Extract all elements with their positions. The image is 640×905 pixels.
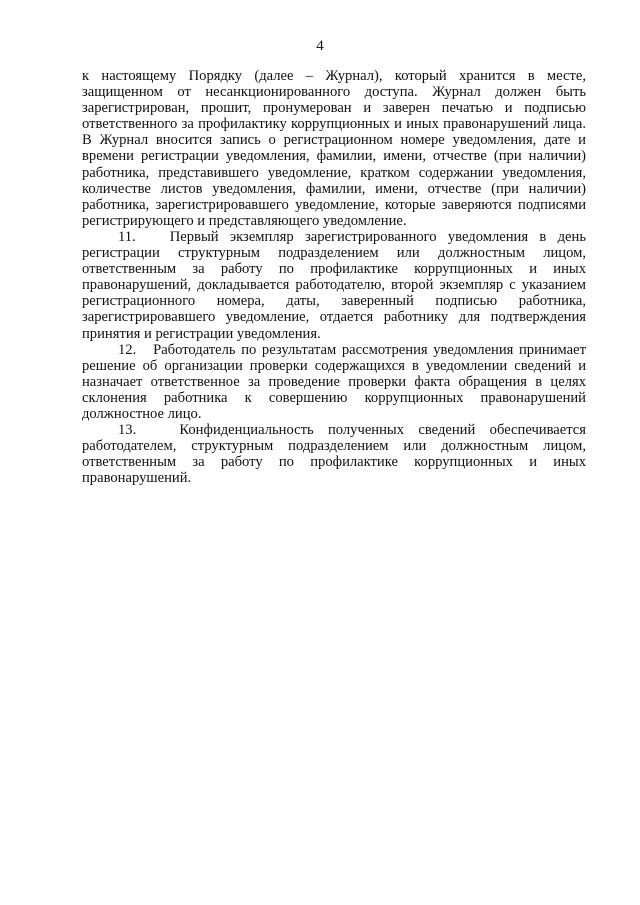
document-body	[82, 68, 586, 486]
paragraph-13	[82, 422, 586, 486]
paragraph-text: Работодатель по результатам рассмотрения уведомления принимает решение об организации проверки содержащихся в уведомлении сведений и назначает ответственное за проведение проверки факта обращения в целях склонения работника к совершению коррупционных правонарушений должностное лицо.	[82, 341, 586, 422]
paragraph-text: Конфиденциальность полученных сведений обеспечивается работодателем, структурным подразделением или должностным лицом, ответственным за работу по профилактике коррупционных и иных правонарушений.	[82, 422, 586, 487]
paragraph-text: к настоящему Порядку (далее – Журнал), который хранится в месте, защищенном от несанкционированного доступа. Журнал должен быть зарегистрирован, прошит, пронумерован и заверен печатью и подписью ответственного за профилактику коррупционных и иных правонарушений лица. В Журнал вносится запись о регистрационном номере уведомления, дате и времени регистрации уведомления, фамилии, имени, отчестве (при наличии) работника, представившего уведомление, кратком содержании уведомления, количестве листов уведомления, фамилии, имени, отчестве (при наличии) работника, зарегистрировавшего уведомление, которые заверяются подписями регистрирующего и представляющего уведомление.	[82, 68, 586, 229]
paragraph-continuation	[82, 68, 586, 229]
paragraph-number: 11.	[118, 228, 136, 245]
page-number: 4	[316, 38, 324, 54]
paragraph-number: 12.	[118, 341, 137, 358]
paragraph-number: 13.	[118, 422, 137, 439]
paragraph-11	[82, 229, 586, 342]
paragraph-12	[82, 342, 586, 422]
paragraph-text: Первый экземпляр зарегистрированного уведомления в день регистрации структурным подразделением или должностным лицом, ответственным за работу по профилактике коррупционных и иных правонарушений, докладывается работодателю, второй экземпляр с указанием регистрационного номера, даты, заверенный подписью работника, зарегистрировавшего уведомление, отдается работнику для подтверждения принятия и регистрации уведомления.	[82, 228, 586, 342]
